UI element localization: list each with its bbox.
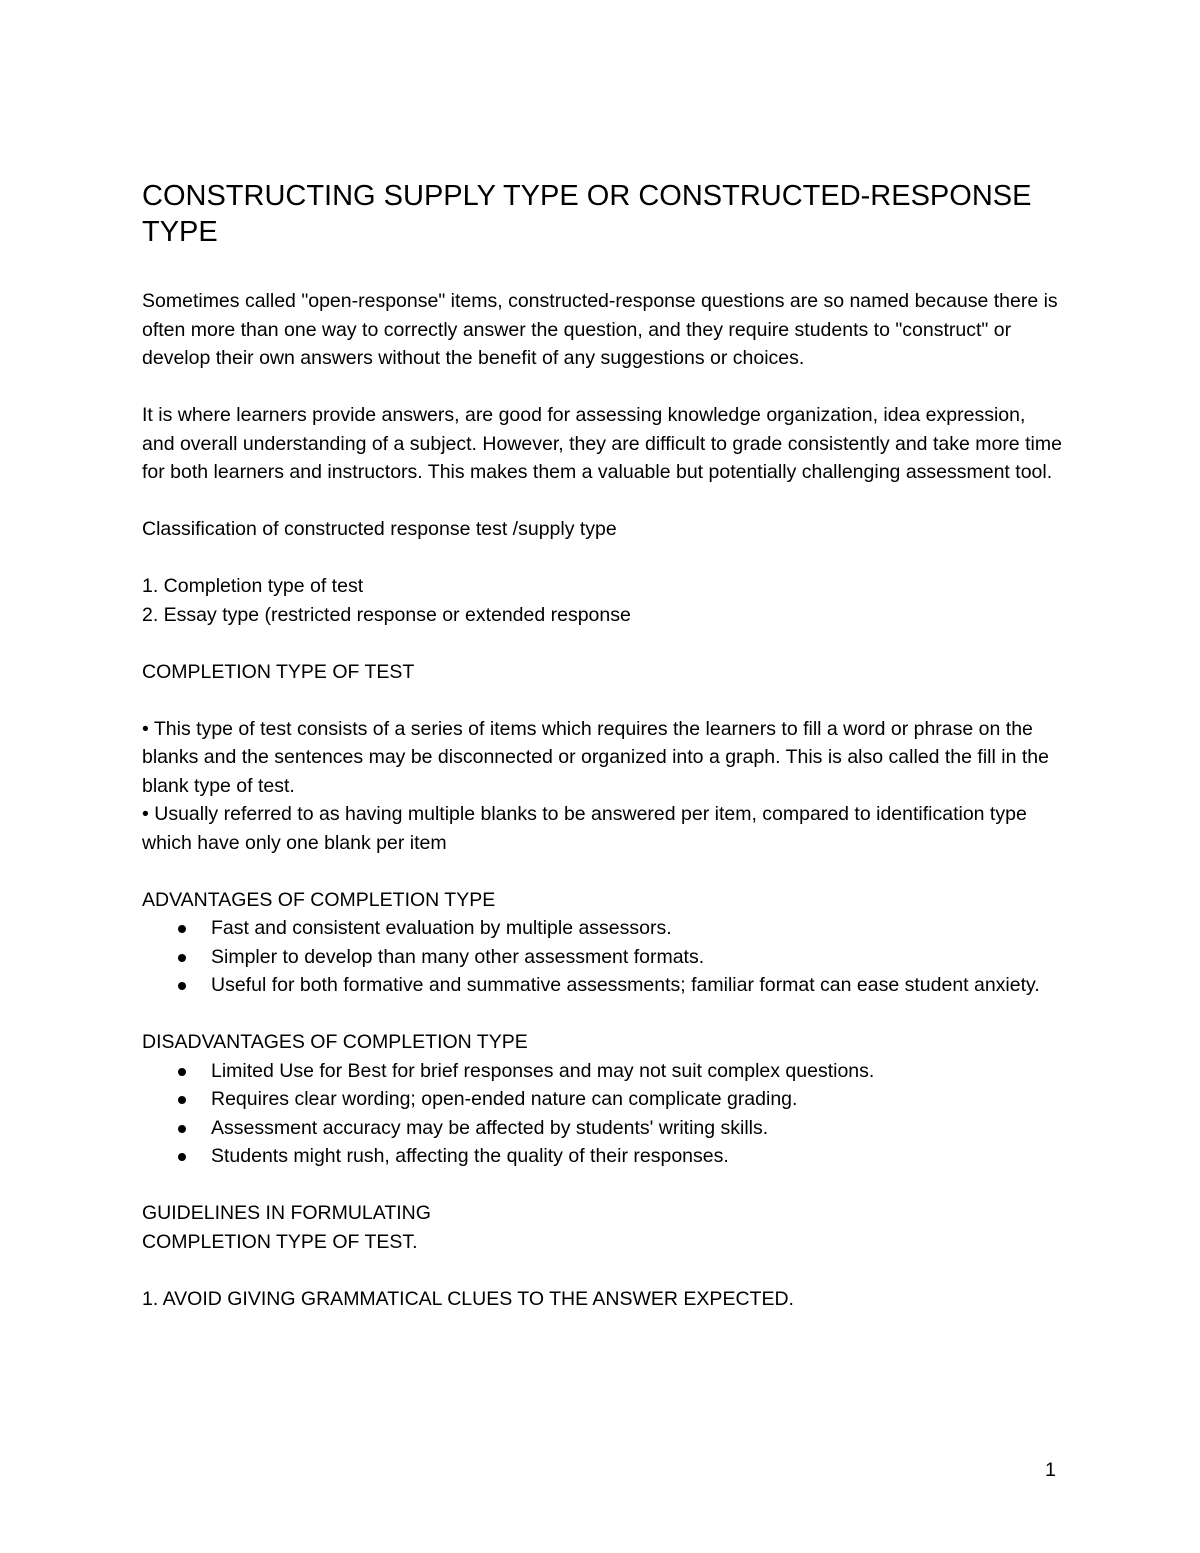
document-title: CONSTRUCTING SUPPLY TYPE OR CONSTRUCTED-RESPONSE TYPE (142, 180, 1032, 248)
list-item (142, 971, 1062, 1000)
list-item (142, 943, 1062, 972)
list-item-text: Requires clear wording; open-ended nature can complicate grading. (211, 1088, 798, 1110)
bullet-icon (178, 1153, 186, 1161)
bullet-icon (178, 1096, 186, 1104)
bullet-icon (178, 954, 186, 962)
list-item: • Usually referred to as having multiple blanks to be answered per item, compared to identification type which have only one blank per item (142, 803, 1027, 854)
list-item-text: Useful for both formative and summative assessments; familiar format can ease student anxiety. (211, 974, 1040, 996)
guideline-item: 1. AVOID GIVING GRAMMATICAL CLUES TO THE ANSWER EXPECTED. (142, 1287, 794, 1310)
second-paragraph: It is where learners provide answers, are good for assessing knowledge organization, idea expression, and overall understanding of a subject. However, they are difficult to grade consistently and take more time for both learners and instructors. This makes them a valuable but potentially challenging assessment tool. (142, 404, 1062, 483)
disadvantages-heading: DISADVANTAGES OF COMPLETION TYPE (142, 1031, 528, 1053)
list-item (142, 1057, 1062, 1086)
bullet-icon (178, 1068, 186, 1076)
classification-heading: Classification of constructed response test /supply type (142, 518, 617, 540)
list-item: 2. Essay type (restricted response or extended response (142, 603, 631, 626)
list-item (142, 1114, 1062, 1143)
list-item: • This type of test consists of a series of items which requires the learners to fill a word or phrase on the blanks and the sentences may be disconnected or organized into a graph. This is also called the fill in the blank type of test. (142, 717, 1049, 797)
list-item-text: Assessment accuracy may be affected by students' writing skills. (211, 1116, 769, 1139)
list-item-text: Fast and consistent evaluation by multiple assessors. (211, 917, 672, 939)
completion-points (142, 715, 1062, 858)
advantages-heading: ADVANTAGES OF COMPLETION TYPE (142, 888, 496, 911)
guidelines-heading-line2: COMPLETION TYPE OF TEST. (142, 1230, 418, 1253)
bullet-icon (178, 982, 186, 990)
disadvantages-list (142, 1057, 1062, 1171)
list-item (142, 1142, 1062, 1171)
bullet-icon (178, 1125, 186, 1133)
list-item-text: Simpler to develop than many other assessment formats. (211, 945, 705, 968)
list-item: 1. Completion type of test (142, 575, 364, 597)
page-number: 1 (1045, 1459, 1056, 1481)
list-item (142, 1085, 1062, 1114)
classification-list (142, 572, 1062, 629)
intro-paragraph: Sometimes called "open-response" items, constructed-response questions are so named because there is often more than one way to correctly answer the question, and they require students to "construct" or develop their own answers without the benefit of any suggestions or choices. (142, 290, 1058, 369)
page-content (142, 178, 1062, 1313)
list-item-text: Limited Use for Best for brief responses and may not suit complex questions. (211, 1059, 875, 1082)
list-item-text: Students might rush, affecting the quality of their responses. (211, 1145, 729, 1167)
bullet-icon (178, 925, 186, 933)
guidelines-heading-line1: GUIDELINES IN FORMULATING (142, 1202, 431, 1224)
completion-heading: COMPLETION TYPE OF TEST (142, 660, 415, 683)
advantages-list (142, 914, 1062, 1000)
list-item (142, 914, 1062, 943)
